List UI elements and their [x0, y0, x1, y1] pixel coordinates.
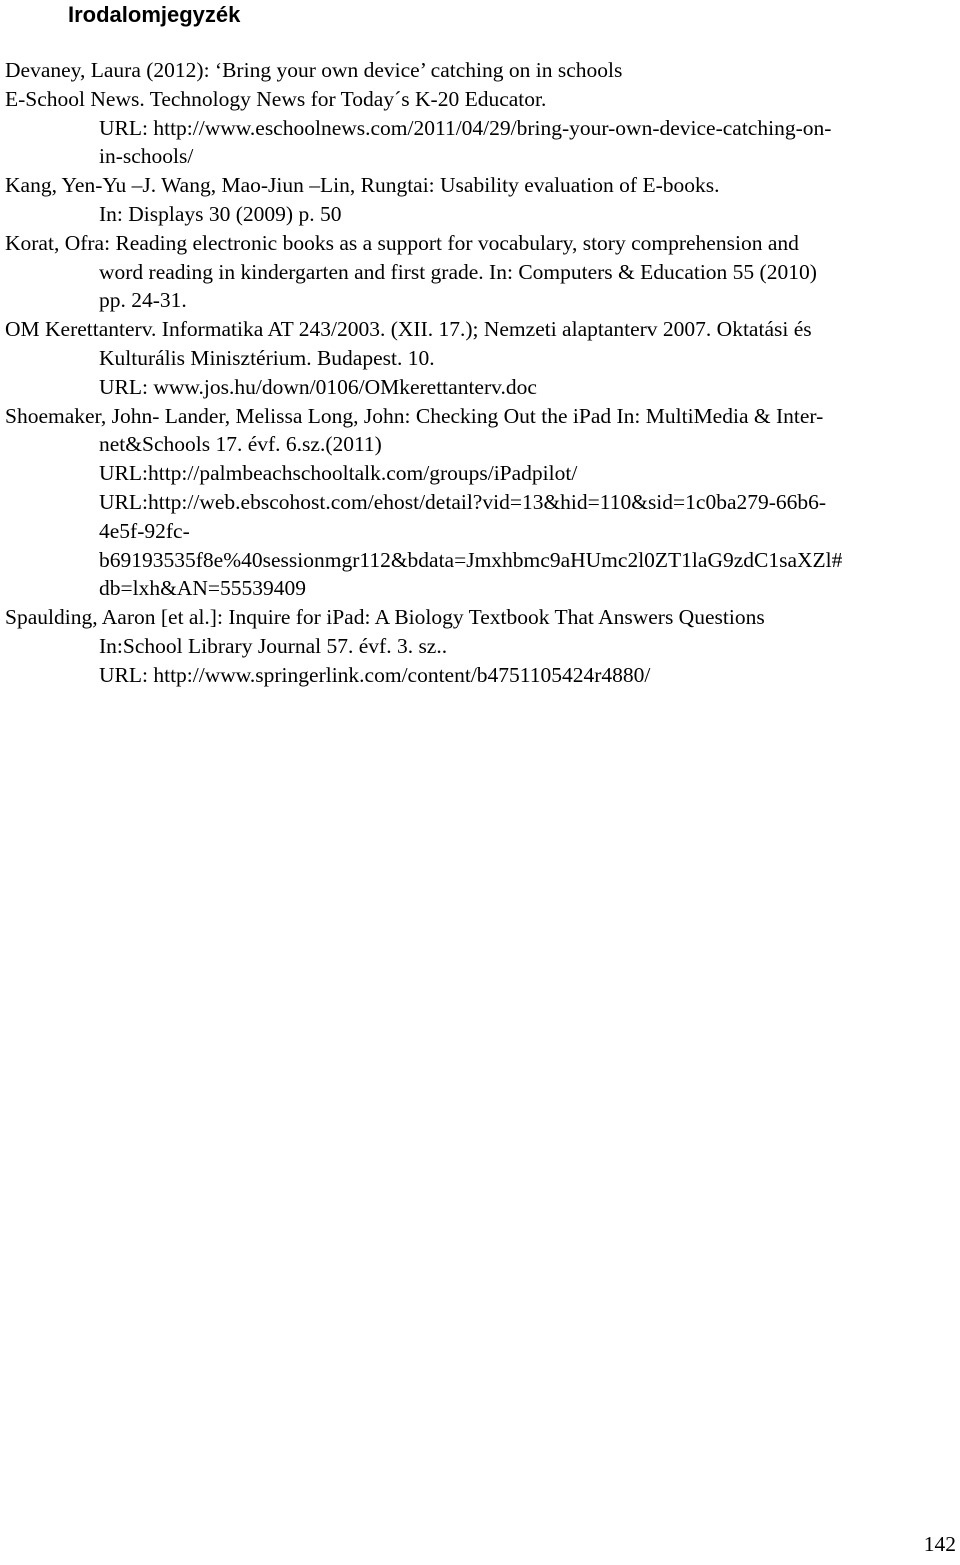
- entry-line: OM Kerettanterv. Informatika AT 243/2003. (XII. 17.); Nemzeti alaptanterv 2007. Oktatási és: [5, 317, 812, 342]
- entry-line: net&Schools 17. évf. 6.sz.(2011): [99, 432, 382, 457]
- entry-url: URL: http://www.eschoolnews.com/2011/04/29/bring-your-own-device-catching-on-: [99, 115, 832, 140]
- bibliography-entry-spaulding: [5, 603, 955, 689]
- entry-url: 4e5f-92fc-: [99, 518, 190, 543]
- bibliography-entry-korat: [5, 229, 955, 315]
- page-title: Irodalomjegyzék: [68, 2, 241, 27]
- entry-url: db=lxh&AN=55539409: [99, 576, 307, 601]
- entry-line: Spaulding, Aaron [et al.]: Inquire for iPad: A Biology Textbook That Answers Questions: [5, 605, 765, 630]
- entry-url: URL: http://www.springerlink.com/content/b4751105424r4880/: [99, 662, 651, 687]
- entry-line: Shoemaker, John- Lander, Melissa Long, John: Checking Out the iPad In: MultiMedia & Inter-: [5, 403, 824, 428]
- bibliography-entry-devaney: [5, 56, 955, 171]
- entry-line: Korat, Ofra: Reading electronic books as a support for vocabulary, story comprehension and: [5, 230, 799, 255]
- bibliography-entry-shoemaker: [5, 402, 955, 604]
- bibliography-list: [5, 56, 955, 690]
- entry-url: URL: www.jos.hu/down/0106/OMkerettanterv.doc: [99, 374, 537, 399]
- entry-line: in-schools/: [99, 144, 194, 169]
- entry-line: In:School Library Journal 57. évf. 3. sz..: [99, 633, 448, 658]
- entry-line: word reading in kindergarten and first grade. In: Computers & Education 55 (2010): [99, 259, 817, 284]
- entry-line: Kulturális Minisztérium. Budapest. 10.: [99, 345, 435, 370]
- entry-line: E-School News. Technology News for Today´s K-20 Educator.: [5, 86, 547, 111]
- entry-line: In: Displays 30 (2009) p. 50: [99, 201, 342, 226]
- page-number: 142: [923, 1532, 956, 1556]
- bibliography-entry-kang: [5, 171, 955, 229]
- entry-url: URL:http://palmbeachschooltalk.com/groups/iPadpilot/: [99, 461, 578, 486]
- entry-url: b69193535f8e%40sessionmgr112&bdata=Jmxhbmc9aHUmc2l0ZT1laG9zdC1saXZl#: [99, 547, 843, 572]
- entry-line: Devaney, Laura (2012): ‘Bring your own device’ catching on in schools: [5, 58, 623, 82]
- bibliography-entry-om-kerettanterv: [5, 315, 955, 401]
- entry-line: Kang, Yen-Yu –J. Wang, Mao-Jiun –Lin, Rungtai: Usability evaluation of E-books.: [5, 173, 720, 198]
- entry-url: URL:http://web.ebscohost.com/ehost/detail?vid=13&hid=110&sid=1c0ba279-66b6-: [99, 489, 827, 514]
- entry-line: pp. 24-31.: [99, 288, 187, 313]
